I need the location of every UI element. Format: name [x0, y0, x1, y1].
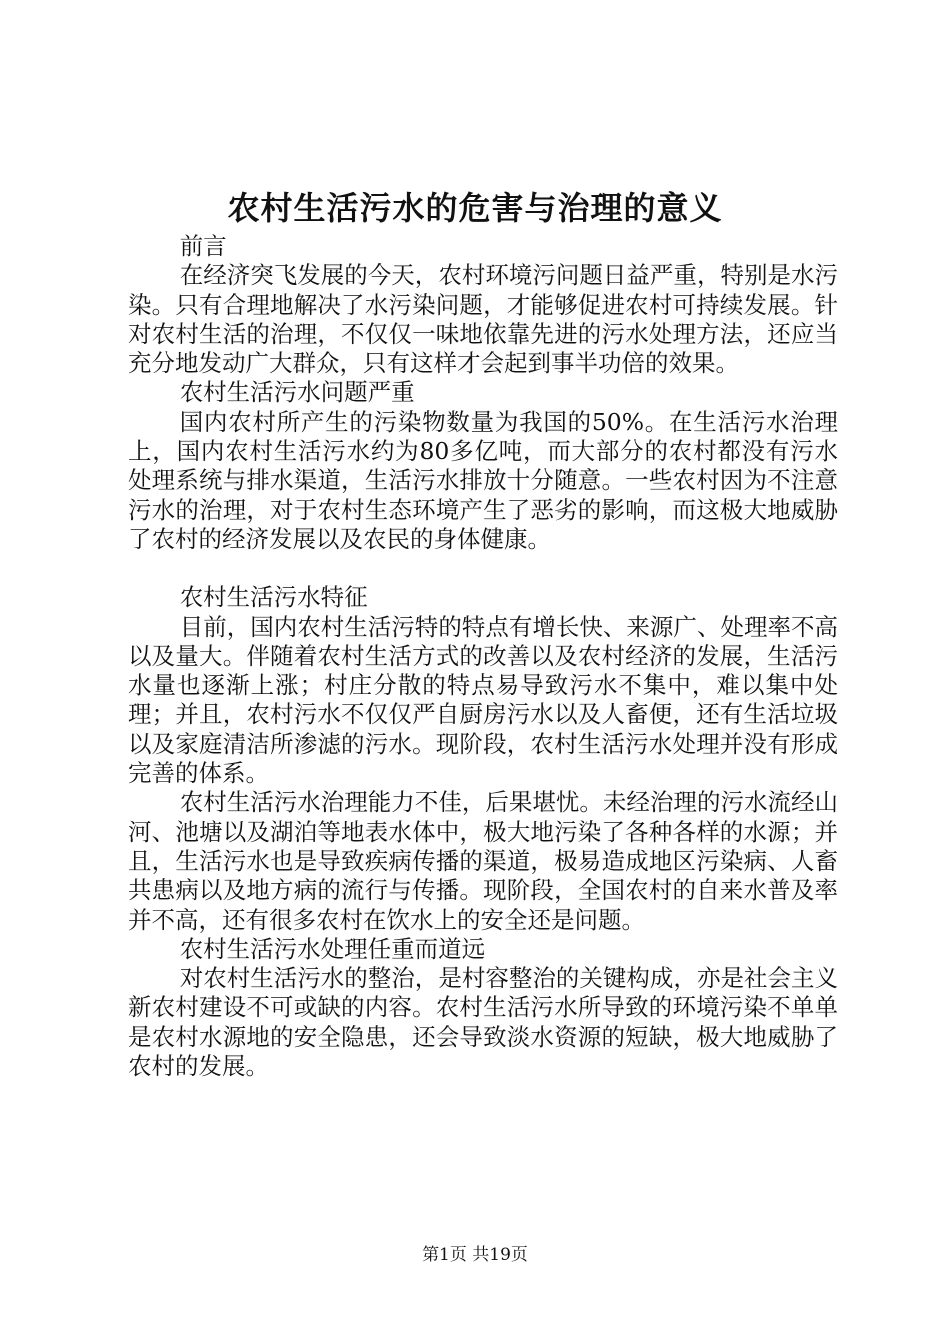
- paragraph-preface: 在经济突飞发展的今天，农村环境污问题日益严重，特别是水污染。只有合理地解决了水污染问题，才能够促进农村可持续发展。针对农村生活的治理，不仅仅一味地依靠先进的污水处理方法，还应当充分地发动广大群众，只有这样才会起到事半功倍的效果。: [128, 261, 838, 378]
- section-heading-features: 农村生活污水特征: [179, 583, 368, 612]
- page-number-footer: 第1页 共19页: [422, 1245, 528, 1265]
- section-heading-preface: 前言: [179, 232, 227, 260]
- paragraph-features-2: 农村生活污水治理能力不佳，后果堪忧。未经治理的污水流经山河、池塘以及湖泊等地表水体中，极大地污染了各种各样的水源；并且，生活污水也是导致疾病传播的渠道，极易造成地区污染病、人畜共患病以及地方病的流行与传播。现阶段，全国农村的自来水普及率并不高，还有很多农村在饮水上的安全还是问题。: [128, 788, 838, 934]
- paragraph-features-1: 目前，国内农村生活污特的特点有增长快、来源广、处理率不高以及量大。伴随着农村生活方式的改善以及农村经济的发展，生活污水量也逐渐上涨；村庄分散的特点易导致污水不集中，难以集中处理；并且，农村污水不仅仅严自厨房污水以及人畜便，还有生活垃圾以及家庭清洁所渗滤的污水。现阶段，农村生活污水处理并没有形成完善的体系。: [128, 612, 838, 788]
- section-heading-long-road: 农村生活污水处理任重而道远: [179, 934, 486, 963]
- document-title: 农村生活污水的危害与治理的意义: [227, 189, 723, 227]
- paragraph-long-road: 对农村生活污水的整治，是村容整治的关键构成，亦是社会主义新农村建设不可或缺的内容。农村生活污水所导致的环境污染不单单是农村水源地的安全隐患，还会导致淡水资源的短缺，极大地威胁了农村的发展。: [128, 964, 838, 1081]
- paragraph-problem: 国内农村所产生的污染物数量为我国的50%。在生活污水治理上，国内农村生活污水约为80多亿吨，而大部分的农村都没有污水处理系统与排水渠道，生活污水排放十分随意。一些农村因为不注意污水的治理，对于农村生态环境产生了恶劣的影响，而这极大地威胁了农村的经济发展以及农民的身体健康。: [128, 407, 838, 553]
- section-heading-problem: 农村生活污水问题严重: [179, 378, 415, 407]
- document-body: [128, 232, 838, 1081]
- blank-line: [128, 554, 838, 583]
